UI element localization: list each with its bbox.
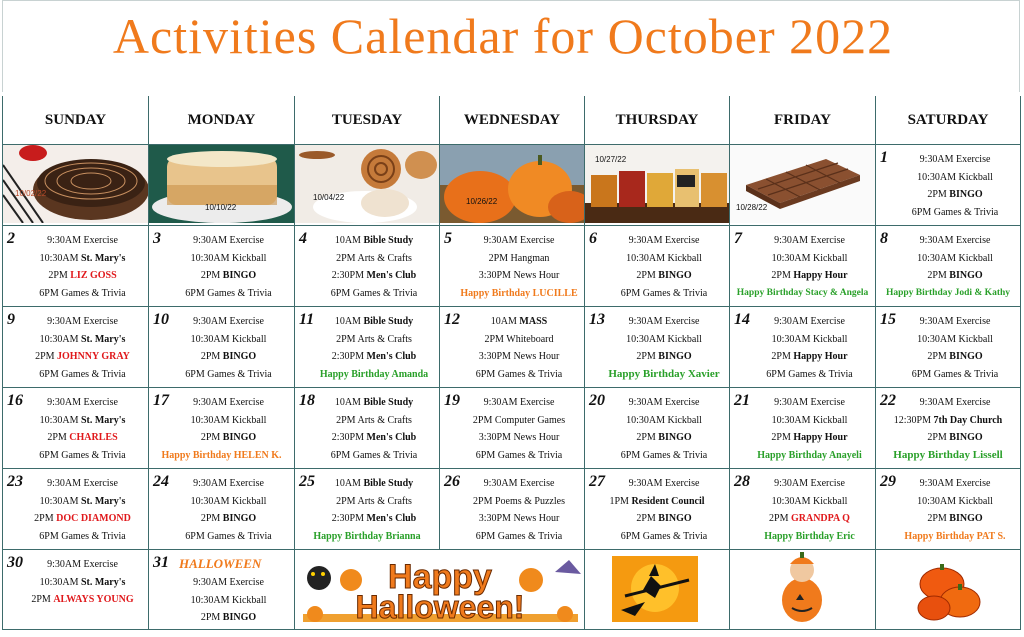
activity-line: 9:30AM Exercise (774, 478, 845, 489)
activity-line: 10:30AM Kickball (626, 333, 702, 345)
witch-cell (585, 550, 730, 630)
activity-line: 2:30PM Men's Club (331, 432, 417, 443)
activity-line: 2PM BINGO (200, 351, 257, 362)
birthday-line: Happy Birthday Jodi & Kathy (885, 287, 1011, 298)
day-number: 3 (153, 230, 161, 247)
photo-date: 10/28/22 (736, 203, 768, 212)
day-number: 20 (589, 392, 605, 409)
birthday-line: Happy Birthday Eric (764, 530, 855, 542)
activity-line: 3:30PM News Hour (478, 513, 560, 524)
activity-line: 2PM Poems & Puzzles (473, 495, 565, 507)
activity-line: 2PM BINGO (200, 432, 257, 443)
day-cell-27 (585, 469, 730, 550)
activity-line: 10:30AM Kickball (917, 252, 993, 264)
activity-line: 9:30AM Exercise (628, 235, 700, 246)
day-cell-10 (149, 307, 295, 388)
activity-line: 10AM MASS (490, 316, 548, 327)
birthday-line: Happy Birthday Anayeli (757, 449, 862, 461)
activity-line: 6PM Games & Trivia (330, 287, 418, 299)
day-cell-11 (295, 307, 440, 388)
activity-line: 2PM Hangman (488, 252, 550, 264)
activity-line: 6PM Games & Trivia (620, 287, 708, 299)
day-cell-18 (295, 388, 440, 469)
day-cell-5 (440, 226, 585, 307)
pumpkins-clipart (876, 550, 1021, 628)
weekday-friday: FRIDAY (730, 96, 876, 145)
activity-line: 2PM GRANDPA Q (769, 513, 850, 524)
activity-line: 6PM Games & Trivia (39, 287, 126, 299)
day-cell-13 (585, 307, 730, 388)
day-number: 7 (734, 230, 742, 247)
day-cell-23 (3, 469, 149, 550)
activity-line: 6PM Games & Trivia (39, 449, 126, 461)
activity-line: 10:30AM Kickball (771, 252, 848, 264)
activity-line: 2PM BINGO (200, 612, 257, 623)
day-cell-26 (440, 469, 585, 550)
day-number: 1 (880, 149, 888, 166)
activity-line: 2:30PM Men's Club (331, 270, 417, 281)
banner-line-2: Halloween! (355, 589, 525, 625)
chocolate-tart-photo (3, 145, 148, 223)
halloween-label: HALLOWEEN (179, 556, 262, 571)
day-cell-17 (149, 388, 295, 469)
activity-line: 2PM Arts & Crafts (336, 252, 412, 264)
photo-date: 10/02/22 (15, 189, 47, 198)
activity-line: 6PM Games & Trivia (911, 368, 999, 380)
activity-line: 2PM Happy Hour (771, 432, 848, 443)
day-cell-3 (149, 226, 295, 307)
activity-line: 6PM Games & Trivia (475, 530, 563, 542)
day-number: 11 (299, 311, 315, 328)
birthday-line: Happy Birthday Lissell (893, 448, 1003, 461)
day-cell-25 (295, 469, 440, 550)
activity-line: 6PM Games & Trivia (620, 530, 708, 542)
activity-line: 10:30AM St. Mary's (39, 576, 126, 588)
activity-line: 6PM Games & Trivia (185, 368, 272, 380)
activity-line: 2PM Arts & Crafts (336, 333, 412, 345)
birthday-line: Happy Birthday HELEN K. (161, 449, 282, 461)
day-number: 27 (589, 473, 605, 490)
activity-line: 2PM BINGO (927, 189, 983, 200)
activity-line: 2PM Computer Games (472, 414, 566, 426)
activity-line: 9:30AM Exercise (628, 397, 700, 408)
activity-line: 6PM Games & Trivia (620, 449, 708, 461)
activity-line: 10:30AM St. Mary's (39, 333, 126, 345)
day-cell-19 (440, 388, 585, 469)
day-cell-2 (3, 226, 149, 307)
photo-cell-monday (149, 145, 295, 226)
activity-line: 9:30AM Exercise (483, 397, 555, 408)
activity-line: 6PM Games & Trivia (766, 368, 853, 380)
activity-line: 9:30AM Exercise (774, 397, 845, 408)
activity-line: 10:30AM Kickball (190, 495, 267, 507)
activity-line: 2PM Whiteboard (484, 333, 554, 345)
activity-line: 9:30AM Exercise (47, 478, 118, 489)
activity-line: 3:30PM News Hour (478, 432, 560, 443)
activity-line: 2PM BINGO (200, 270, 257, 281)
week-row-5 (3, 469, 1021, 550)
day-cell-29 (876, 469, 1021, 550)
day-number: 2 (7, 230, 15, 247)
day-number: 23 (7, 473, 23, 490)
day-number: 21 (734, 392, 750, 409)
activity-line: 10:30AM Kickball (917, 495, 993, 507)
halloween-banner-cell (295, 550, 585, 630)
day-number: 12 (444, 311, 460, 328)
activity-line: 6PM Games & Trivia (185, 287, 272, 299)
photo-date: 10/10/22 (205, 203, 237, 212)
birthday-line: Happy Birthday PAT S. (904, 530, 1006, 542)
activity-line: 6PM Games & Trivia (185, 530, 272, 542)
activity-line: 2PM CHARLES (47, 432, 118, 443)
activity-line: 6PM Games & Trivia (475, 449, 563, 461)
day-number: 31 (153, 554, 169, 571)
activity-line: 2:30PM Men's Club (331, 513, 417, 524)
week-row-1 (3, 145, 1021, 226)
photo-date: 10/04/22 (313, 193, 345, 202)
activity-line: 2PM Arts & Crafts (336, 414, 412, 426)
activity-line: 2PM BINGO (927, 270, 983, 281)
title-bar (2, 0, 1020, 92)
day-number: 17 (153, 392, 169, 409)
activity-line: 6PM Games & Trivia (330, 449, 418, 461)
weekday-sunday: SUNDAY (3, 96, 149, 145)
activity-line: 2PM DOC DIAMOND (34, 513, 131, 524)
activity-line: 2PM LIZ GOSS (48, 270, 117, 281)
week-row-4 (3, 388, 1021, 469)
activity-line: 10:30AM Kickball (771, 495, 848, 507)
activity-line: 2PM Arts & Crafts (336, 495, 412, 507)
activity-line: 9:30AM Exercise (193, 577, 264, 588)
activity-line: 10AM Bible Study (334, 397, 414, 408)
day-cell-6 (585, 226, 730, 307)
week-row-6 (3, 550, 1021, 630)
week-row-3 (3, 307, 1021, 388)
activity-line: 9:30AM Exercise (193, 397, 264, 408)
weekday-monday: MONDAY (149, 96, 295, 145)
birthday-line: Happy Birthday LUCILLE (460, 287, 578, 299)
day-number: 14 (734, 311, 750, 328)
day-number: 30 (7, 554, 23, 571)
day-cell-16 (3, 388, 149, 469)
pumpkin-child-cell (730, 550, 876, 630)
photo-date: 10/27/22 (595, 155, 627, 164)
halloween-banner (295, 550, 585, 628)
weekday-wednesday: WEDNESDAY (440, 96, 585, 145)
banner-line-1: Happy (388, 558, 492, 596)
activity-line: 9:30AM Exercise (628, 478, 700, 489)
day-number: 16 (7, 392, 23, 409)
activity-line: 10:30AM Kickball (771, 333, 848, 345)
activity-line: 2:30PM Men's Club (331, 351, 417, 362)
day-cell-20 (585, 388, 730, 469)
activity-line: 10:30AM St. Mary's (39, 495, 126, 507)
activity-line: 10:30AM Kickball (190, 333, 267, 345)
week-row-2 (3, 226, 1021, 307)
pumpkins-photo (440, 145, 584, 223)
day-cell-14 (730, 307, 876, 388)
day-cell-8 (876, 226, 1021, 307)
activity-line: 3:30PM News Hour (478, 270, 560, 281)
activity-line: 9:30AM Exercise (483, 235, 555, 246)
day-cell-31 (149, 550, 295, 630)
day-number: 9 (7, 311, 15, 328)
activity-line: 9:30AM Exercise (47, 397, 118, 408)
activity-line: 9:30AM Exercise (483, 478, 555, 489)
activity-line: 2PM BINGO (927, 351, 983, 362)
day-number: 22 (880, 392, 896, 409)
day-cell-12 (440, 307, 585, 388)
day-cell-21 (730, 388, 876, 469)
activity-line: 10:30AM Kickball (190, 414, 267, 426)
day-cell-4 (295, 226, 440, 307)
activity-line: 3:30PM News Hour (478, 351, 560, 362)
day-number: 4 (299, 230, 307, 247)
activity-line: 9:30AM Exercise (47, 559, 118, 570)
day-cell-1 (876, 145, 1021, 226)
activity-line: 10:30AM Kickball (917, 171, 993, 183)
activity-line: 10:30AM St. Mary's (39, 252, 126, 264)
activity-line: 10AM Bible Study (334, 478, 414, 489)
activity-line: 10AM Bible Study (334, 316, 414, 327)
photo-cell-friday (730, 145, 876, 226)
activity-line: 2PM BINGO (636, 432, 692, 443)
day-cell-22 (876, 388, 1021, 469)
child-pumpkin-costume-picture (730, 550, 876, 628)
calendar-grid (2, 96, 1021, 630)
weekday-saturday: SATURDAY (876, 96, 1021, 145)
cinnamon-rolls-photo (295, 145, 439, 223)
activity-line: 10AM Bible Study (334, 235, 414, 246)
birthday-line: Happy Birthday Xavier (608, 367, 720, 380)
photo-date: 10/26/22 (466, 197, 498, 206)
birthday-line: Happy Birthday Brianna (313, 530, 421, 542)
activity-line: 10:30AM St. Mary's (39, 414, 126, 426)
activity-line: 9:30AM Exercise (628, 316, 700, 327)
activity-line: 1PM Resident Council (609, 495, 705, 507)
activity-line: 9:30AM Exercise (774, 235, 845, 246)
day-cell-24 (149, 469, 295, 550)
day-number: 24 (153, 473, 169, 490)
activity-line: 9:30AM Exercise (193, 478, 264, 489)
day-number: 5 (444, 230, 452, 247)
weekday-thursday: THURSDAY (585, 96, 730, 145)
photo-cell-thursday (585, 145, 730, 226)
witch-moon-picture (585, 550, 730, 628)
activity-line: 10:30AM Kickball (190, 594, 267, 606)
activity-line: 2PM BINGO (927, 513, 983, 524)
day-number: 28 (734, 473, 750, 490)
photo-cell-wednesday (440, 145, 585, 226)
activity-line: 10:30AM Kickball (626, 414, 702, 426)
activity-line: 9:30AM Exercise (193, 316, 264, 327)
day-number: 10 (153, 311, 169, 328)
day-number: 29 (880, 473, 896, 490)
activity-line: 9:30AM Exercise (919, 397, 991, 408)
activity-line: 9:30AM Exercise (919, 235, 991, 246)
weekday-header-row (3, 96, 1021, 145)
activity-line: 9:30AM Exercise (47, 235, 118, 246)
activity-line: 10:30AM Kickball (917, 333, 993, 345)
birthday-line: Happy Birthday Stacy & Angela (736, 287, 869, 298)
day-cell-7 (730, 226, 876, 307)
activity-line: 6PM Games & Trivia (475, 368, 563, 380)
activity-line: 9:30AM Exercise (774, 316, 845, 327)
activity-line: 2PM BINGO (636, 513, 692, 524)
day-number: 8 (880, 230, 888, 247)
activity-line: 2PM BINGO (636, 270, 692, 281)
day-cell-15 (876, 307, 1021, 388)
activity-line: 10:30AM Kickball (626, 252, 702, 264)
pumpkins-cell (876, 550, 1021, 630)
activity-line: 9:30AM Exercise (919, 154, 991, 165)
day-cell-28 (730, 469, 876, 550)
weekday-tuesday: TUESDAY (295, 96, 440, 145)
day-cell-9 (3, 307, 149, 388)
activity-line: 10:30AM Kickball (190, 252, 267, 264)
day-number: 26 (444, 473, 460, 490)
day-number: 18 (299, 392, 315, 409)
page-title: Activities Calendar for October 2022 (112, 8, 894, 64)
day-number: 6 (589, 230, 597, 247)
activity-line: 9:30AM Exercise (47, 316, 118, 327)
day-cell-30 (3, 550, 149, 630)
activity-line: 9:30AM Exercise (193, 235, 264, 246)
day-number: 19 (444, 392, 460, 409)
day-number: 15 (880, 311, 896, 328)
activity-line: 2PM ALWAYS YOUNG (31, 594, 134, 605)
activity-line: 2PM BINGO (200, 513, 257, 524)
activity-line: 10:30AM Kickball (771, 414, 848, 426)
photo-cell-sunday (3, 145, 149, 226)
activity-line: 6PM Games & Trivia (911, 206, 999, 218)
photo-cell-tuesday (295, 145, 440, 226)
activity-line: 2PM Happy Hour (771, 351, 848, 362)
activity-line: 2PM JOHNNY GRAY (35, 351, 130, 362)
day-number: 25 (299, 473, 315, 490)
activity-line: 12:30PM 7th Day Church (893, 414, 1003, 426)
activity-line: 2PM Happy Hour (771, 270, 848, 281)
activity-line: 9:30AM Exercise (919, 316, 991, 327)
birthday-line: Happy Birthday Amanda (319, 368, 429, 380)
activity-line: 6PM Games & Trivia (39, 530, 126, 542)
activity-line: 9:30AM Exercise (919, 478, 991, 489)
activity-line: 2PM BINGO (636, 351, 692, 362)
activity-line: 6PM Games & Trivia (39, 368, 126, 380)
day-number: 13 (589, 311, 605, 328)
activity-line: 2PM BINGO (927, 432, 983, 443)
